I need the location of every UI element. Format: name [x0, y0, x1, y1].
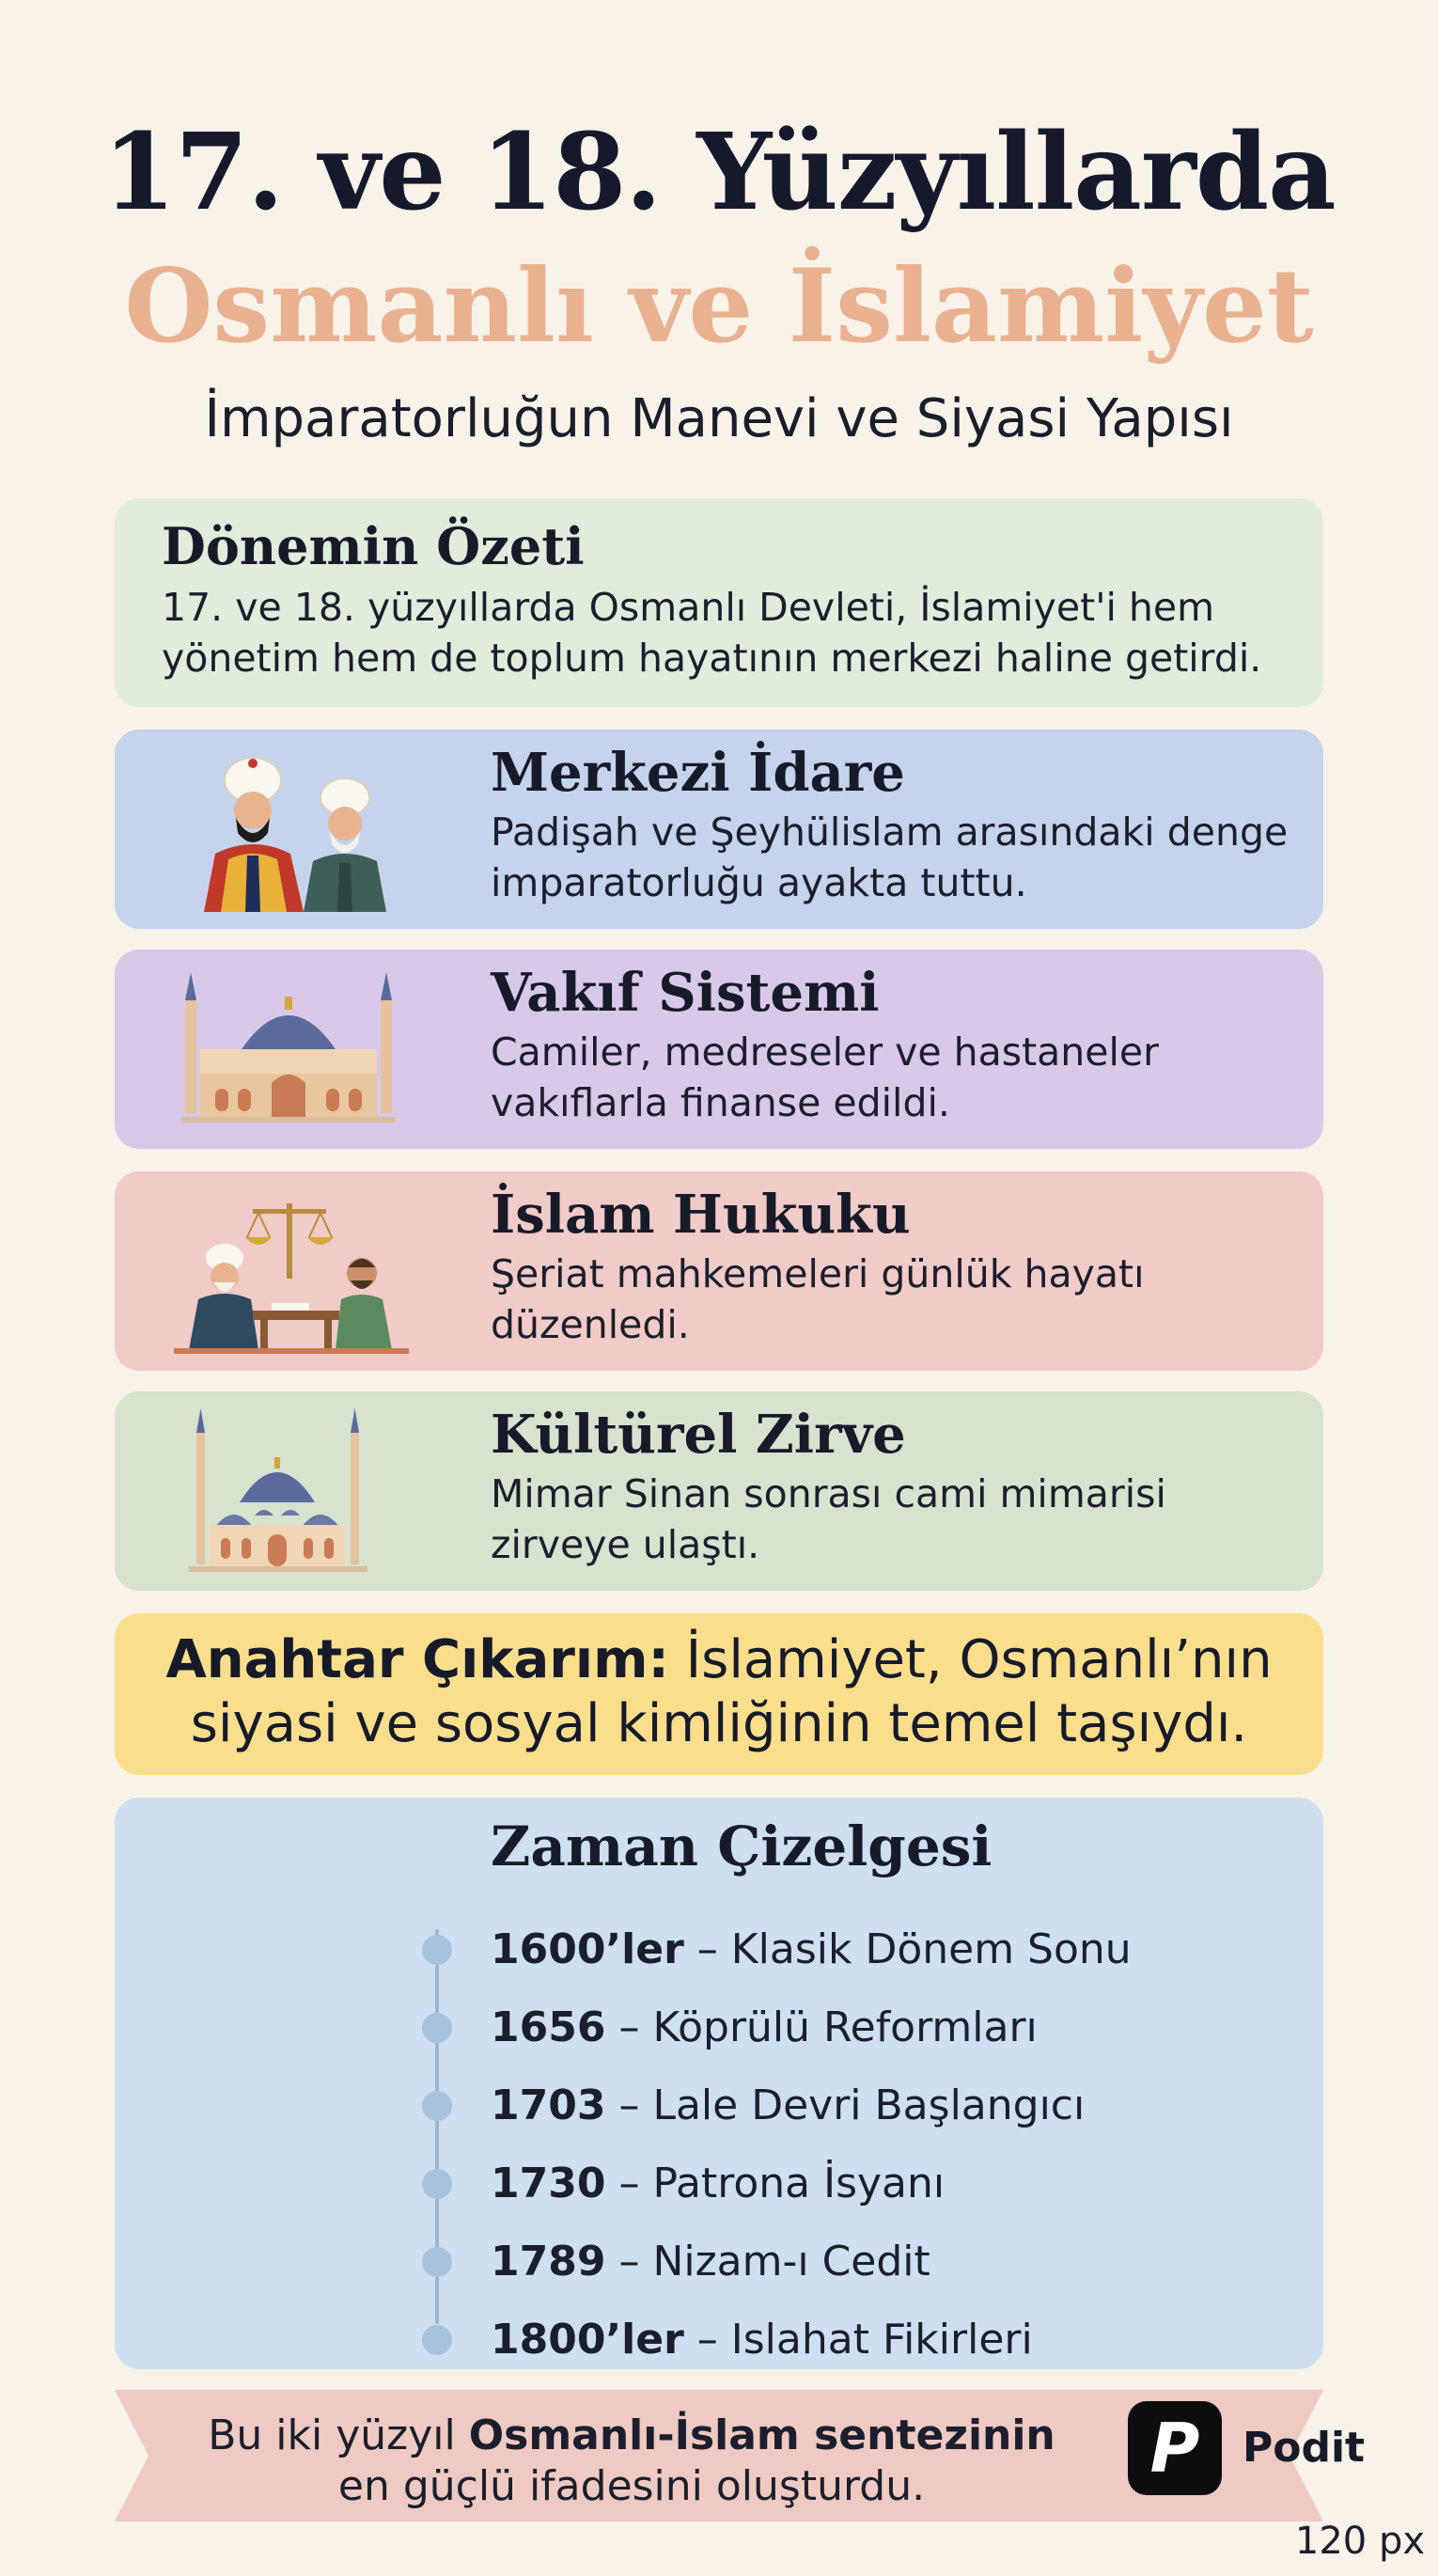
mosque-complex-icon — [166, 963, 420, 1134]
timeline-year: 1600’ler — [491, 1925, 684, 1973]
timeline-item — [115, 2312, 1323, 2368]
podit-logo-icon — [1128, 2401, 1222, 2495]
timeline-event: – Islahat Fikirleri — [683, 2316, 1033, 2364]
timeline-dot-icon — [422, 2325, 452, 2355]
court-scales-icon — [166, 1185, 420, 1356]
footer-text — [115, 2411, 1149, 2512]
feature-title: Vakıf Sistemi — [491, 962, 880, 1024]
timeline-item — [115, 2000, 1323, 2056]
feature-title: Merkezi İdare — [491, 742, 905, 804]
takeaway-line-1 — [115, 1628, 1323, 1692]
summary-text: 17. ve 18. yüzyıllarda Osmanlı Devleti, İslamiyet'i hem yönetim hem de toplum hayatının merkezi haline getirdi. — [162, 585, 1262, 682]
timeline-dot-icon — [422, 2169, 452, 2199]
feature-text: Mimar Sinan sonrası cami mimarisi zirveye ulaştı. — [491, 1471, 1166, 1568]
timeline-event: – Klasik Dönem Sonu — [683, 1925, 1132, 1973]
timeline-event: – Nizam-ı Cedit — [605, 2238, 930, 2285]
timeline-heading: Zaman Çizelgesi — [491, 1814, 993, 1878]
title-line-2: Osmanlı ve İslamiyet — [124, 247, 1314, 366]
timeline-year: 1703 — [491, 2081, 606, 2129]
summary-heading: Dönemin Özeti — [162, 516, 585, 576]
takeaway-text-2: siyasi ve sosyal kimliğinin temel taşıydı. — [190, 1693, 1248, 1754]
title-line-1: 17. ve 18. Yüzyıllarda — [102, 111, 1336, 234]
feature-card-islamic-law — [115, 1171, 1323, 1371]
brand-name: Podit — [1243, 2424, 1366, 2472]
footer-line-2: en güçlü ifadesini oluşturdu. — [337, 2462, 926, 2510]
scale-label: 120 px — [1294, 2520, 1425, 2563]
mosque-icon — [166, 1405, 420, 1576]
feature-card-foundation-system — [115, 950, 1323, 1149]
feature-card-cultural-peak — [115, 1391, 1323, 1591]
timeline-event: – Köprülü Reformları — [605, 2003, 1038, 2051]
timeline-event: – Patrona İsyanı — [605, 2160, 946, 2207]
podit-logo-letter: P — [1149, 2409, 1200, 2488]
subtitle: İmparatorluğun Manevi ve Siyasi Yapısı — [204, 388, 1234, 449]
summary-card — [115, 498, 1323, 707]
timeline-year: 1730 — [491, 2160, 606, 2207]
feature-card-central-administration — [115, 730, 1323, 929]
takeaway-text-1: İslamiyet, Osmanlı’nın — [668, 1629, 1273, 1690]
takeaway-label: Anahtar Çıkarım: — [165, 1629, 669, 1690]
feature-title: İslam Hukuku — [491, 1184, 911, 1246]
footer-text-bold: Osmanlı-İslam sentezinin — [468, 2411, 1055, 2459]
timeline-item — [115, 2234, 1323, 2290]
timeline-event: – Lale Devri Başlangıcı — [605, 2081, 1086, 2129]
footer-line-1 — [115, 2411, 1149, 2461]
footer-ribbon — [115, 2390, 1366, 2521]
timeline-dot-icon — [422, 2013, 452, 2043]
timeline-dot-icon — [422, 1935, 452, 1965]
sultan-and-scholar-icon — [166, 743, 420, 914]
timeline-item — [115, 2078, 1323, 2134]
feature-title: Kültürel Zirve — [491, 1404, 906, 1466]
timeline-year: 1800’ler — [491, 2316, 684, 2364]
feature-text: Şeriat mahkemeleri günlük hayatı düzenledi. — [491, 1251, 1145, 1348]
timeline-dot-icon — [422, 2091, 452, 2121]
feature-text: Padişah ve Şeyhülislam arasındaki denge imparatorluğu ayakta tuttu. — [491, 809, 1289, 906]
timeline-item — [115, 1922, 1323, 1978]
timeline-item — [115, 2156, 1323, 2212]
timeline-card — [115, 1798, 1323, 2369]
timeline-year: 1789 — [491, 2238, 606, 2285]
timeline-dot-icon — [422, 2247, 452, 2277]
timeline-year: 1656 — [491, 2003, 606, 2051]
key-takeaway-card — [115, 1613, 1323, 1775]
feature-text: Camiler, medreseler ve hastaneler vakıflarla finanse edildi. — [491, 1029, 1159, 1126]
footer-text-prefix: Bu iki yüzyıl — [208, 2411, 469, 2459]
